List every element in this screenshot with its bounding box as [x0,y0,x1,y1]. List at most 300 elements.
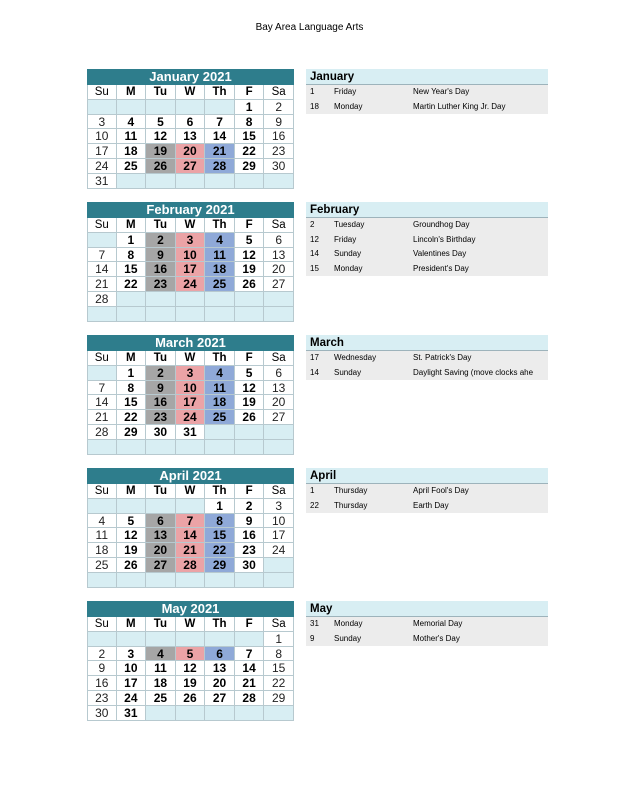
week-row [87,292,294,307]
day-cell: 28 [205,159,235,174]
empty-day-cell [146,499,176,514]
empty-day-cell [117,632,147,647]
month-calendar [87,69,294,189]
empty-day-cell [176,440,206,455]
empty-day-cell [235,573,265,588]
holiday-name: Daylight Saving (move clocks ahe [413,367,534,377]
week-row [87,366,294,381]
day-cell: 11 [205,248,235,263]
day-cell: 6 [264,233,294,248]
day-cell: 4 [205,233,235,248]
empty-day-cell [117,573,147,588]
holiday-list-title: January [306,69,548,85]
day-cell: 28 [235,691,265,706]
day-cell: 9 [146,381,176,396]
day-cell: 21 [87,277,117,292]
day-cell: 22 [205,543,235,558]
day-cell: 16 [264,129,294,144]
empty-day-cell [117,307,147,322]
empty-day-cell [146,100,176,115]
day-cell: 7 [87,248,117,263]
day-cell: 15 [117,262,147,277]
day-cell: 12 [176,661,206,676]
week-row [87,395,294,410]
day-cell: 1 [117,366,147,381]
weekday-label: M [117,351,147,366]
empty-day-cell [264,174,294,189]
holiday-weekday: Wednesday [334,353,377,362]
day-cell: 7 [87,381,117,396]
week-row [87,691,294,706]
week-row [87,647,294,662]
weekday-header-row [87,484,294,499]
empty-day-cell [205,573,235,588]
weekday-label: Su [87,85,117,100]
day-cell: 7 [235,647,265,662]
day-cell: 26 [235,410,265,425]
day-cell: 12 [235,381,265,396]
day-cell: 25 [146,691,176,706]
empty-day-cell [176,174,206,189]
empty-day-cell [264,558,294,573]
empty-day-cell [235,292,265,307]
weekday-label: Tu [146,617,176,632]
month-title: April 2021 [87,468,294,484]
empty-day-cell [235,632,265,647]
day-cell: 3 [264,499,294,514]
holiday-name: Earth Day [413,500,449,510]
day-cell: 13 [176,129,206,144]
weekday-label: Su [87,218,117,233]
day-cell: 23 [146,410,176,425]
week-row [87,115,294,130]
weekday-label: Su [87,484,117,499]
day-cell: 7 [176,514,206,529]
day-cell: 23 [146,277,176,292]
holiday-weekday: Sunday [334,249,362,259]
holiday-date: 14 [310,249,319,259]
day-cell: 10 [87,129,117,144]
day-cell: 19 [235,262,265,277]
weekday-label: F [235,617,265,632]
day-cell: 18 [87,543,117,558]
weekday-label: Th [205,351,235,366]
month-block [87,601,548,723]
empty-day-cell [146,706,176,721]
day-cell: 15 [235,129,265,144]
empty-day-cell [146,440,176,455]
holiday-row [306,366,548,381]
weekday-label: W [176,617,206,632]
holiday-weekday: Monday [334,619,363,628]
day-cell: 4 [146,647,176,662]
week-row [87,174,294,189]
month-calendar [87,335,294,455]
day-cell: 24 [176,410,206,425]
day-cell: 11 [117,129,147,144]
empty-day-cell [87,307,117,322]
holiday-list-title: April [306,468,548,484]
empty-day-cell [264,440,294,455]
day-cell: 30 [264,159,294,174]
holiday-date: 12 [310,234,319,244]
holiday-row [306,85,548,100]
day-cell: 27 [205,691,235,706]
weekday-header-row [87,85,294,100]
empty-day-cell [176,706,206,721]
weekday-label: M [117,617,147,632]
weekday-label: Th [205,484,235,499]
day-cell: 17 [87,144,117,159]
month-calendar [87,202,294,322]
holiday-list [306,202,548,276]
day-cell: 4 [205,366,235,381]
day-cell: 5 [117,514,147,529]
day-cell: 2 [264,100,294,115]
empty-day-cell [176,307,206,322]
holiday-weekday: Tuesday [334,220,365,229]
weekday-label: Tu [146,218,176,233]
day-cell: 16 [235,528,265,543]
week-row [87,248,294,263]
month-block [87,335,548,457]
week-row [87,159,294,174]
empty-day-cell [87,366,117,381]
empty-day-cell [176,573,206,588]
week-row [87,144,294,159]
empty-day-cell [205,706,235,721]
weekday-label: Tu [146,85,176,100]
holiday-weekday: Thursday [334,500,368,510]
empty-day-cell [264,573,294,588]
weekday-label: Sa [264,351,294,366]
empty-day-cell [87,440,117,455]
holiday-list-title: February [306,202,548,218]
month-title: January 2021 [87,69,294,85]
empty-day-cell [205,100,235,115]
day-cell: 5 [146,115,176,130]
week-row [87,661,294,676]
empty-day-cell [146,174,176,189]
day-cell: 10 [176,381,206,396]
day-cell: 11 [87,528,117,543]
day-cell: 26 [176,691,206,706]
week-row [87,307,294,322]
empty-day-cell [176,100,206,115]
day-cell: 3 [87,115,117,130]
day-cell: 13 [264,248,294,263]
holiday-row [306,262,548,277]
day-cell: 12 [235,248,265,263]
empty-day-cell [117,499,147,514]
empty-day-cell [176,499,206,514]
holiday-name: New Year's Day [413,87,470,96]
day-cell: 28 [87,425,117,440]
empty-day-cell [205,632,235,647]
empty-day-cell [264,307,294,322]
day-cell: 1 [235,100,265,115]
empty-day-cell [235,440,265,455]
day-cell: 22 [117,410,147,425]
day-cell: 9 [87,661,117,676]
holiday-row [306,499,548,514]
weekday-label: Th [205,218,235,233]
day-cell: 27 [146,558,176,573]
empty-day-cell [87,499,117,514]
holiday-name: Memorial Day [413,619,463,628]
week-row [87,129,294,144]
day-cell: 2 [235,499,265,514]
holiday-date: 14 [310,367,319,377]
day-cell: 17 [264,528,294,543]
empty-day-cell [205,425,235,440]
week-row [87,499,294,514]
day-cell: 19 [117,543,147,558]
weekday-label: W [176,351,206,366]
day-cell: 2 [146,366,176,381]
day-cell: 2 [146,233,176,248]
empty-day-cell [146,573,176,588]
day-cell: 28 [176,558,206,573]
day-cell: 17 [117,676,147,691]
day-cell: 11 [146,661,176,676]
day-cell: 12 [117,528,147,543]
day-cell: 13 [264,381,294,396]
day-cell: 24 [176,277,206,292]
empty-day-cell [235,706,265,721]
day-cell: 14 [87,262,117,277]
empty-day-cell [235,174,265,189]
day-cell: 12 [146,129,176,144]
week-row [87,543,294,558]
month-calendar [87,601,294,721]
day-cell: 20 [264,262,294,277]
day-cell: 24 [264,543,294,558]
weekday-label: Su [87,617,117,632]
holiday-date: 18 [310,101,319,111]
weekday-label: Sa [264,484,294,499]
day-cell: 21 [87,410,117,425]
day-cell: 20 [176,144,206,159]
day-cell: 21 [235,676,265,691]
week-row [87,277,294,292]
empty-day-cell [146,632,176,647]
month-block [87,69,548,191]
day-cell: 30 [235,558,265,573]
week-row [87,233,294,248]
empty-day-cell [235,425,265,440]
empty-day-cell [87,632,117,647]
day-cell: 20 [264,395,294,410]
holiday-name: Valentines Day [413,249,467,259]
day-cell: 5 [235,366,265,381]
day-cell: 17 [176,262,206,277]
day-cell: 29 [205,558,235,573]
day-cell: 28 [87,292,117,307]
weekday-label: Sa [264,85,294,100]
holiday-name: April Fool's Day [413,486,469,495]
day-cell: 14 [235,661,265,676]
weekday-label: M [117,484,147,499]
week-row [87,706,294,721]
day-cell: 10 [176,248,206,263]
day-cell: 25 [117,159,147,174]
holiday-date: 22 [310,500,319,510]
holiday-weekday: Friday [334,87,357,96]
holiday-name: Lincoln's Birthday [413,234,476,244]
month-title: May 2021 [87,601,294,617]
day-cell: 8 [117,381,147,396]
day-cell: 24 [87,159,117,174]
month-title: February 2021 [87,202,294,218]
empty-day-cell [264,706,294,721]
day-cell: 5 [235,233,265,248]
day-cell: 26 [146,159,176,174]
day-cell: 30 [146,425,176,440]
day-cell: 25 [205,277,235,292]
day-cell: 8 [264,647,294,662]
day-cell: 16 [146,262,176,277]
holiday-row [306,617,548,632]
empty-day-cell [117,174,147,189]
holiday-row [306,351,548,366]
day-cell: 19 [176,676,206,691]
day-cell: 22 [264,676,294,691]
day-cell: 2 [87,647,117,662]
weekday-label: F [235,218,265,233]
week-row [87,425,294,440]
day-cell: 31 [87,174,117,189]
empty-day-cell [205,174,235,189]
empty-day-cell [205,307,235,322]
weekday-label: Tu [146,484,176,499]
holiday-name: Martin Luther King Jr. Day [413,101,506,111]
day-cell: 14 [87,395,117,410]
weekday-label: Th [205,85,235,100]
day-cell: 18 [117,144,147,159]
day-cell: 8 [205,514,235,529]
day-cell: 5 [176,647,206,662]
day-cell: 27 [264,277,294,292]
day-cell: 22 [235,144,265,159]
holiday-date: 15 [310,263,319,273]
day-cell: 18 [205,395,235,410]
day-cell: 9 [264,115,294,130]
week-row [87,410,294,425]
holiday-list [306,468,548,513]
week-row [87,558,294,573]
day-cell: 9 [235,514,265,529]
day-cell: 29 [117,425,147,440]
day-cell: 26 [117,558,147,573]
empty-day-cell [264,292,294,307]
holiday-row [306,100,548,115]
day-cell: 18 [146,676,176,691]
holiday-row [306,247,548,262]
day-cell: 1 [205,499,235,514]
day-cell: 15 [117,395,147,410]
empty-day-cell [146,307,176,322]
day-cell: 24 [117,691,147,706]
day-cell: 3 [176,366,206,381]
day-cell: 13 [146,528,176,543]
month-block [87,468,548,590]
day-cell: 15 [205,528,235,543]
day-cell: 17 [176,395,206,410]
day-cell: 20 [146,543,176,558]
weekday-label: Sa [264,617,294,632]
holiday-date: 9 [310,633,315,643]
holiday-weekday: Sunday [334,367,362,377]
day-cell: 13 [205,661,235,676]
day-cell: 10 [117,661,147,676]
holiday-list [306,335,548,380]
week-row [87,528,294,543]
day-cell: 3 [117,647,147,662]
day-cell: 8 [235,115,265,130]
day-cell: 23 [264,144,294,159]
day-cell: 19 [235,395,265,410]
week-row [87,381,294,396]
holiday-row [306,218,548,233]
week-row [87,514,294,529]
empty-day-cell [205,440,235,455]
weekday-label: F [235,85,265,100]
month-title: March 2021 [87,335,294,351]
week-row [87,100,294,115]
empty-day-cell [176,632,206,647]
day-cell: 9 [146,248,176,263]
empty-day-cell [264,425,294,440]
weekday-label: Su [87,351,117,366]
holiday-weekday: Thursday [334,486,368,495]
weekday-header-row [87,351,294,366]
empty-day-cell [146,292,176,307]
day-cell: 3 [176,233,206,248]
weekday-label: M [117,85,147,100]
day-cell: 6 [176,115,206,130]
day-cell: 22 [117,277,147,292]
weekday-label: W [176,218,206,233]
day-cell: 16 [87,676,117,691]
empty-day-cell [235,307,265,322]
empty-day-cell [87,100,117,115]
holiday-list-title: May [306,601,548,617]
weekday-label: Tu [146,351,176,366]
holiday-weekday: Sunday [334,633,362,643]
day-cell: 23 [87,691,117,706]
day-cell: 20 [205,676,235,691]
day-cell: 6 [205,647,235,662]
week-row [87,573,294,588]
weekday-label: W [176,85,206,100]
day-cell: 16 [146,395,176,410]
holiday-date: 1 [310,486,315,495]
day-cell: 19 [146,144,176,159]
day-cell: 29 [235,159,265,174]
holiday-weekday: Monday [334,263,363,273]
holiday-name: President's Day [413,263,469,273]
day-cell: 14 [176,528,206,543]
holiday-list [306,601,548,646]
weekday-label: Sa [264,218,294,233]
empty-day-cell [176,292,206,307]
day-cell: 1 [117,233,147,248]
day-cell: 27 [176,159,206,174]
empty-day-cell [87,233,117,248]
day-cell: 4 [87,514,117,529]
day-cell: 7 [205,115,235,130]
